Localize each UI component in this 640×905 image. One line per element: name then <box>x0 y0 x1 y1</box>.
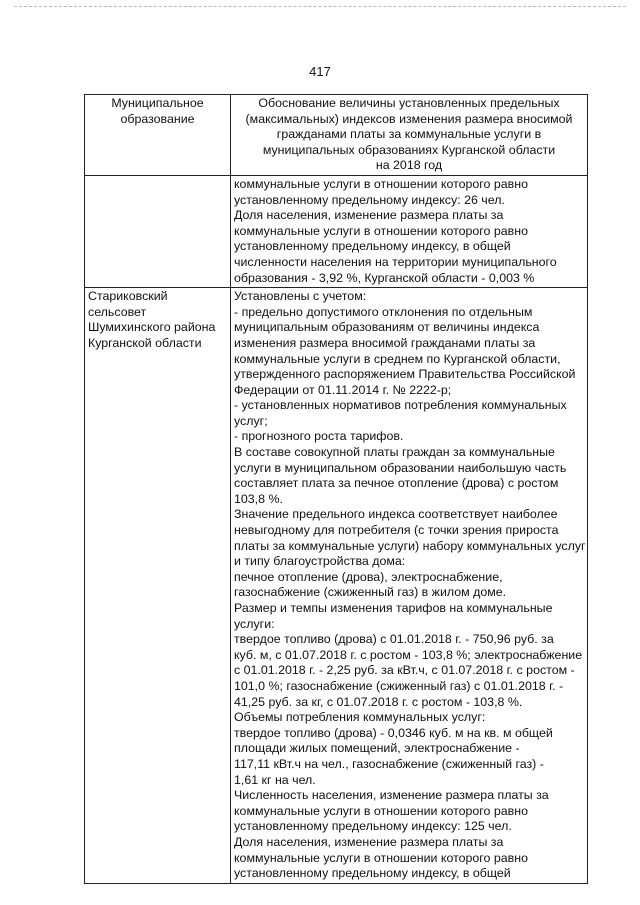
justification-cell <box>231 175 588 287</box>
text-line: составляет плата за печное отопление (дрова) с ростом <box>234 476 559 491</box>
text-line: твердое топливо (дрова) с 01.01.2018 г. - 750,96 руб. за <box>234 632 554 647</box>
header-justification <box>231 95 588 176</box>
table-row <box>85 288 588 884</box>
text-line: Муниципальное <box>111 96 204 110</box>
header-lines <box>88 96 227 127</box>
tariff-justification-table <box>84 94 588 884</box>
text-line: Федерации от 01.11.2014 г. № 2222-р; <box>234 382 452 397</box>
text-line: с 01.01.2018 г. - 2,25 руб. за кВт.ч, с 01.07.2018 г. с ростом - <box>234 663 575 678</box>
text-line: установленному предельному индексу: 125 чел. <box>234 819 512 834</box>
text-line: Доля населения, изменение размера платы за <box>234 834 504 849</box>
text-line: гражданами платы за коммунальные услуги в <box>276 127 542 142</box>
municipality-cell <box>85 175 231 287</box>
text-line: платы за коммунальные услуги) набору коммунальных услуг <box>234 538 586 553</box>
text-line: муниципальных образованиях Курганской области <box>262 142 556 157</box>
cell-lines <box>88 289 227 351</box>
text-line: куб. м, с 01.07.2018 г. с ростом - 103,8 %; электроснабжение <box>234 647 583 662</box>
text-line: коммунальные услуги в отношении которого равно <box>234 850 528 865</box>
text-line: Обоснование величины установленных предельных <box>258 96 560 110</box>
text-line: услуг; <box>234 413 268 428</box>
text-line: коммунальные услуги в отношении которого равно <box>234 803 528 818</box>
text-line: твердое топливо (дрова) - 0,0346 куб. м на кв. м общей <box>234 725 553 740</box>
text-line: 41,25 руб. за кг, с 01.07.2018 г. с ростом - 103,8 %. <box>234 694 523 709</box>
scan-top-edge <box>14 6 626 7</box>
text-line: - установленных нормативов потребления коммунальных <box>234 398 567 413</box>
cell-lines <box>234 289 584 882</box>
text-line: изменения размера вносимой гражданами платы за <box>234 335 536 350</box>
text-line: печное отопление (дрова), электроснабжение, <box>234 569 503 584</box>
text-line: коммунальные услуги в среднем по Курганской области, <box>234 351 561 366</box>
text-line: установленному предельному индексу, в общей <box>234 866 511 881</box>
text-line: невыгодному для потребителя (с точки зрения прироста <box>234 523 559 538</box>
text-line: 1,61 кг на чел. <box>234 772 316 787</box>
text-line: образования - 3,92 %, Курганской области - 0,003 % <box>234 270 535 285</box>
text-line: коммунальные услуги в отношении которого равно <box>234 223 528 238</box>
text-line: утвержденного распоряжением Правительства Российской <box>234 367 576 382</box>
header-lines <box>234 96 584 174</box>
text-line: Шумихинского района <box>88 320 216 335</box>
page-number: 417 <box>309 64 331 79</box>
text-line: 103,8 %. <box>234 491 283 506</box>
cell-lines <box>234 177 584 286</box>
text-line: 117,11 кВт.ч на чел., газоснабжение (сжиженный газ) - <box>234 756 544 771</box>
text-line: (максимальных) индексов изменения размера вносимой <box>245 111 573 126</box>
text-line: муниципальным образованиям от величины индекса <box>234 320 540 335</box>
table-row <box>85 175 588 287</box>
text-line: и типу благоустройства дома: <box>234 554 406 569</box>
text-line: 101,0 %; газоснабжение (сжиженный газ) с 01.01.2018 г. - <box>234 678 564 693</box>
text-line: - предельно допустимого отклонения по отдельным <box>234 304 533 319</box>
text-line: коммунальные услуги в отношении которого равно <box>234 176 528 191</box>
text-line: газоснабжение (сжиженный газ) в жилом доме. <box>234 585 507 600</box>
text-line: Доля населения, изменение размера платы за <box>234 208 504 223</box>
text-line: Объемы потребления коммунальных услуг: <box>234 710 486 725</box>
text-line: установленному предельному индексу: 26 чел. <box>234 192 505 207</box>
text-line: Установлены с учетом: <box>234 289 367 304</box>
text-line: Стариковский <box>88 289 168 304</box>
text-line: услуги: <box>234 616 275 631</box>
text-line: установленному предельному индексу, в общей <box>234 239 511 254</box>
text-line: Размер и темпы изменения тарифов на коммунальные <box>234 601 553 615</box>
text-line: численности населения на территории муниципального <box>234 254 557 269</box>
text-line: Курганской области <box>88 335 202 350</box>
text-line: - прогнозного роста тарифов. <box>234 429 404 444</box>
text-line: Значение предельного индекса соответствует наиболее <box>234 507 558 522</box>
text-line: площади жилых помещений, электроснабжение - <box>234 741 520 756</box>
text-line: на 2018 год <box>375 158 443 173</box>
table-header-row <box>85 95 588 176</box>
header-municipality <box>85 95 231 176</box>
text-line: сельсовет <box>88 304 147 319</box>
justification-cell <box>231 288 588 884</box>
text-line: В составе совокупной платы граждан за коммунальные <box>234 445 555 460</box>
text-line: услуги в муниципальном образовании наибольшую часть <box>234 460 567 475</box>
text-line: образование <box>120 111 195 126</box>
text-line: Численность населения, изменение размера платы за <box>234 788 549 803</box>
municipality-cell <box>85 288 231 884</box>
